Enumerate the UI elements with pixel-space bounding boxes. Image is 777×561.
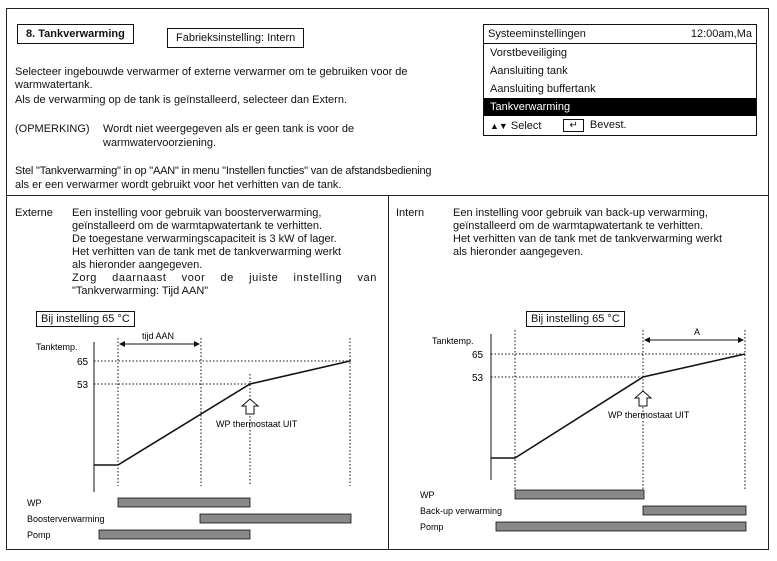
intern-row-backup: Back-up verwarming	[420, 506, 503, 516]
externe-line: Zorg daarnaast voor de juiste instelling van	[72, 272, 377, 284]
externe-temperature-curve	[94, 361, 350, 465]
externe-setting-box: Bij instelling 65 °C	[36, 311, 135, 327]
externe-line: als hieronder aangegeven.	[72, 259, 203, 271]
intern-label: Intern	[396, 207, 425, 219]
intern-interval-label: A	[694, 327, 701, 337]
intern-line: geïnstalleerd om de warmtapwatertank te verhitten.	[453, 220, 704, 232]
intern-tick-53: 53	[472, 373, 484, 384]
externe-line: Het verhitten van de tank met de tankverwarming werkt	[72, 246, 342, 258]
intern-row-pomp: Pomp	[420, 522, 444, 532]
externe-line: "Tankverwarming: Tijd AAN"	[72, 285, 209, 297]
externe-row-booster: Boosterverwarming	[27, 514, 105, 524]
externe-thermostat-arrow-icon	[242, 399, 258, 414]
externe-line: geïnstalleerd om de warmtapwatertank te verhitten.	[72, 220, 323, 232]
remote-line-2: als er een verwarmer wordt gebruikt voor het verhitten van de tank.	[15, 179, 342, 191]
menu-title: Systeeminstellingen	[488, 28, 586, 40]
updown-arrows-icon: ▲▼	[490, 120, 508, 131]
confirm-label: Bevest.	[589, 119, 627, 131]
intern-description	[453, 207, 758, 259]
intern-line: Een instelling voor gebruik van back-up verwarming,	[453, 207, 708, 219]
externe-tijd-aan-label: tijd AAN	[142, 331, 175, 341]
section-title: 8. Tankverwarming	[17, 24, 134, 44]
intern-bar-wp	[515, 490, 644, 499]
menu-item-aansluiting-tank[interactable]: Aansluiting tank	[490, 65, 568, 77]
menu-item-aansluiting-buffertank[interactable]: Aansluiting buffertank	[490, 83, 596, 95]
intern-line: als hieronder aangegeven.	[453, 246, 584, 258]
externe-thermostat-label: WP thermostaat UIT	[216, 419, 298, 429]
intern-row-wp: WP	[420, 490, 435, 500]
remote-line-1: Stel "Tankverwarming" in op "AAN" in menu "Instellen functies" van de afstandsbediening	[15, 165, 432, 177]
note-label: (OPMERKING)	[15, 123, 90, 135]
externe-tick-65: 65	[77, 357, 89, 368]
externe-tick-53: 53	[77, 380, 89, 391]
factory-setting-box: Fabrieksinstelling: Intern	[167, 28, 304, 48]
intern-tick-65: 65	[472, 350, 484, 361]
note-line-1: Wordt niet weergegeven als er geen tank is voor de	[103, 123, 355, 135]
intern-thermostat-label: WP thermostaat UIT	[608, 410, 690, 420]
intern-bar-backup	[643, 506, 746, 515]
intern-y-axis-label: Tanktemp.	[432, 336, 474, 346]
intro-line-2: warmwatertank.	[15, 79, 93, 91]
externe-row-wp: WP	[27, 498, 42, 508]
intro-line-3: Als de verwarming op de tank is geïnstalleerd, selecteer dan Extern.	[15, 94, 348, 106]
externe-bar-pomp	[99, 530, 250, 539]
menu-item-tankverwarming[interactable]: Tankverwarming	[484, 98, 756, 116]
note-line-2: warmwatervoorziening.	[103, 137, 217, 149]
externe-label: Externe	[15, 207, 53, 219]
externe-graph	[27, 331, 352, 540]
intern-setting-box: Bij instelling 65 °C	[526, 311, 625, 327]
select-label: Select	[510, 119, 542, 132]
externe-line: De toegestane verwarmingscapaciteit is 3 kW of lager.	[72, 233, 337, 245]
menu-item-vorstbeveiliging[interactable]: Vorstbeveiliging	[490, 47, 568, 59]
enter-key-icon: ↵	[563, 119, 583, 132]
intern-temperature-curve	[491, 354, 745, 458]
intern-bar-pomp	[496, 522, 746, 531]
intro-line-1: Selecteer ingebouwde verwarmer of externe verwarmer om te gebruiken voor de	[15, 66, 408, 78]
intern-graph	[420, 327, 746, 532]
externe-row-pomp: Pomp	[27, 530, 51, 540]
externe-y-axis-label: Tanktemp.	[36, 342, 78, 352]
externe-bar-booster	[200, 514, 351, 523]
externe-bar-wp	[118, 498, 250, 507]
intern-thermostat-arrow-icon	[635, 391, 651, 406]
menu-time: 12:00am,Ma	[690, 28, 752, 40]
intern-line: Het verhitten van de tank met de tankverwarming werkt	[453, 233, 723, 245]
externe-line: Een instelling voor gebruik van boosterverwarming,	[72, 207, 322, 219]
